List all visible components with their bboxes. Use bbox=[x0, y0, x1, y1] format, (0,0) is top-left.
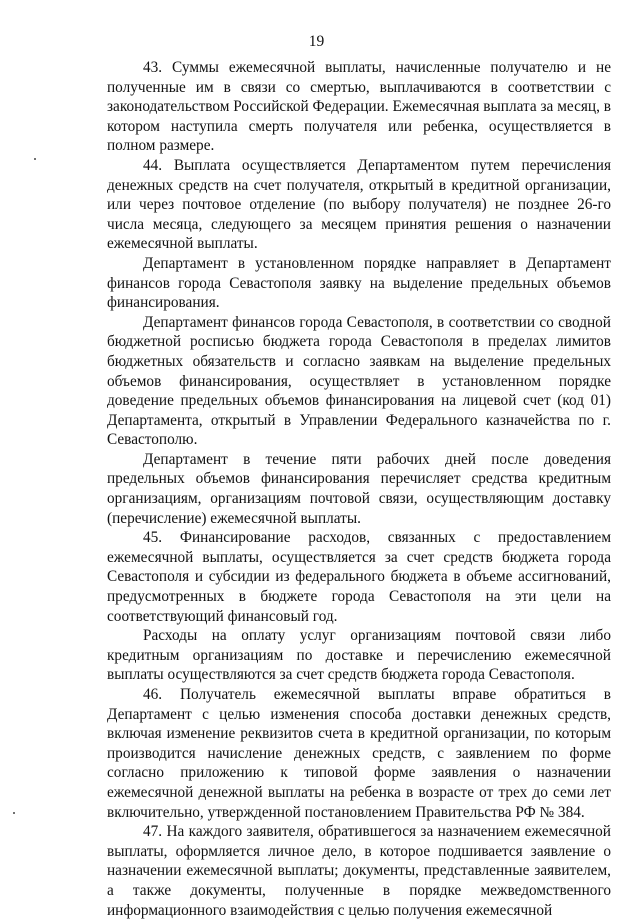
document-body bbox=[107, 58, 611, 920]
paragraph-45: 45. Финансирование расходов, связанных с предоставлением ежемесячной выплаты, осуществляется за счет средств бюджета города Севастополя и субсидии из федерального бюджета в объеме ассигнований, предусмотренных в бюджете города Севастополя на эти цели на соответствующий финансовый год. bbox=[107, 529, 611, 625]
scan-speck bbox=[13, 812, 15, 814]
paragraph-44-application: Департамент в установленном порядке направляет в Департамент финансов города Севастополя заявку на выделение предельных объемов финансирования. bbox=[107, 254, 611, 312]
paragraph-45-expenses: Расходы на оплату услуг организациям почтовой связи либо кредитным организациям по доставке и перечислению ежемесячной выплаты осуществляются за счет средств бюджета города Севастополя. bbox=[107, 627, 611, 684]
page-number: 19 bbox=[308, 33, 325, 50]
paragraph-44: 44. Выплата осуществляется Департаментом путем перечисления денежных средств на счет получателя, открытый в кредитной организации, или через почтовое отделение (по выбору получателя) не позднее 26-го числа месяца, следующего за месяцем принятия решения о назначении ежемесячной выплаты. bbox=[107, 156, 611, 253]
paragraph-43: 43. Суммы ежемесячной выплаты, начисленные получателю и не полученные им в связи со смертью, выплачиваются в соответствии с законодательством Российской Федерации. Ежемесячная выплата за месяц, в котором наступила смерть получателя или ребенка, осуществляется в полном размере. bbox=[107, 59, 611, 155]
paragraph-47: 47. На каждого заявителя, обратившегося за назначением ежемесячной выплаты, оформляется личное дело, в которое подшивается заявление о назначении ежемесячной выплаты; документы, представленные заявителем, а также документы, полученные в порядке межведомственного информационного взаимодействия с целью получения ежемесячной bbox=[107, 823, 611, 919]
paragraph-44-finance-department: Департамент финансов города Севастополя, в соответствии со сводной бюджетной росписью бюджета города Севастополя в пределах лимитов бюджетных обязательств и согласно заявкам на выделение предельных объемов финансирования, осуществляет в установленном порядке доведение предельных объемов финансирования на лицевой счет (код 01) Департамента, открытый в Управлении Федерального казначейства по г. Севастополю. bbox=[107, 313, 611, 449]
scan-speck bbox=[34, 158, 36, 160]
paragraph-46: 46. Получатель ежемесячной выплаты вправе обратиться в Департамент с целью изменения способа доставки денежных средств, включая изменение реквизитов счета в кредитной организации, по которым производится начисление денежных средств, с заявлением по форме согласно приложению к типовой форме заявления о назначении ежемесячной денежной выплаты на ребенка в возрасте от трех до семи лет включительно, утвержденной постановлением Правительства РФ № 384. bbox=[107, 686, 611, 821]
paragraph-44-transfer: Департамент в течение пяти рабочих дней после доведения предельных объемов финансирования перечисляет средства кредитным организациям, организациям почтовой связи, осуществляющим доставку (перечисление) ежемесячной выплаты. bbox=[107, 450, 611, 527]
